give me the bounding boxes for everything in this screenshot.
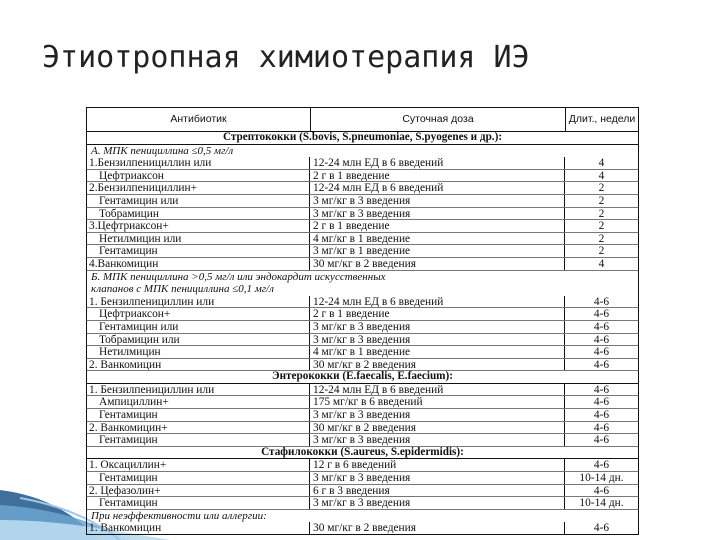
table-row (86, 208, 639, 221)
cell-duration: 4-6 (593, 396, 610, 409)
cell-dose: 2 г в 1 введение (310, 308, 565, 320)
cell-dose: 2 г в 1 введение (310, 170, 565, 182)
cell-dose: 3 мг/кг в 3 введения (310, 434, 565, 446)
cell-duration: 4 (598, 169, 605, 182)
cell-duration: 4-6 (593, 409, 610, 422)
cell-drug: Цефтриаксон (87, 170, 310, 182)
cell-drug: 2.Бензилпенициллин+ (87, 182, 310, 194)
cell-dose: 12 г в 6 введений (310, 459, 565, 471)
cell-duration: 2 (598, 220, 605, 233)
cell-drug: Гентамицин (87, 472, 310, 484)
table-row (86, 434, 639, 447)
table-row (86, 308, 639, 321)
cell-drug: Тобрамицин или (87, 334, 310, 346)
cell-dose: 4 мг/кг в 1 введение (310, 346, 565, 358)
cell-drug: Тобрамицин (87, 208, 310, 220)
cell-drug: Гентамицин (87, 434, 310, 446)
cell-dose: 12-24 млн ЕД в 6 введений (310, 182, 565, 194)
cell-drug: 1.Бензилпенициллин или (87, 157, 310, 169)
table-header-row (86, 107, 639, 132)
cell-dose: 30 мг/кг в 2 введения (310, 522, 565, 534)
cell-duration: 4-6 (593, 308, 610, 321)
cell-duration: 4-6 (593, 434, 610, 447)
header-antibiotic: Антибиотик (87, 108, 311, 131)
cell-dose: 3 мг/кг в 3 введения (310, 208, 565, 220)
table-row (86, 497, 639, 510)
cell-dose: 3 мг/кг в 1 введение (310, 245, 565, 257)
cell-duration: 4-6 (593, 295, 610, 308)
table-row (86, 195, 639, 208)
table-row (86, 157, 639, 170)
cell-drug: Гентамицин или (87, 195, 310, 207)
table-row (86, 170, 639, 183)
cell-drug: 2. Цефазолин+ (87, 485, 310, 497)
group-header: Стрептококки (S.bovis, S.pneumoniae, S.pyogenes и др.): (86, 132, 639, 145)
cell-duration: 4-6 (593, 333, 610, 346)
cell-drug: Нетилмицин (87, 346, 310, 358)
cell-duration: 2 (598, 232, 605, 245)
cell-duration: 4-6 (593, 346, 610, 359)
cell-duration: 2 (598, 194, 605, 207)
group-header: Стафилококки (S.aureus, S.epidermidis): (86, 447, 639, 460)
table-body (86, 132, 639, 535)
cell-drug: 1. Бензилпенициллин или (87, 384, 310, 396)
cell-dose: 3 мг/кг в 3 введения (310, 472, 565, 484)
cell-duration: 4 (598, 257, 605, 270)
cell-drug: 1. Ванкомицин (87, 522, 310, 534)
cell-dose: 12-24 млн ЕД в 6 введений (310, 157, 565, 169)
cell-dose: 30 мг/кг в 2 введения (310, 258, 565, 270)
cell-duration: 10-14 дн. (579, 472, 624, 485)
cell-duration: 4-6 (593, 522, 610, 535)
cell-drug: 2. Ванкомицин (87, 359, 310, 371)
cell-duration: 4-6 (593, 320, 610, 333)
header-daily-dose: Суточная доза (311, 108, 566, 131)
cell-drug: Цефтриаксон+ (87, 308, 310, 320)
cell-dose: 30 мг/кг в 2 введения (310, 359, 565, 371)
table-row (86, 296, 639, 309)
cell-dose: 12-24 млн ЕД в 6 введений (310, 384, 565, 396)
cell-drug: 2. Ванкомицин+ (87, 422, 310, 434)
cell-duration: 2 (598, 182, 605, 195)
cell-dose: 6 г в 3 введения (310, 485, 565, 497)
table-row (86, 258, 639, 271)
table-row (86, 245, 639, 258)
cell-duration: 4-6 (593, 358, 610, 371)
cell-duration: 4 (598, 157, 605, 170)
table-row (86, 422, 639, 435)
table-row (86, 485, 639, 498)
cell-dose: 12-24 млн ЕД в 6 введений (310, 296, 565, 308)
cell-drug: 1. Оксациллин+ (87, 459, 310, 471)
cell-drug: Ампициллин+ (87, 396, 310, 408)
cell-dose: 3 мг/кг в 3 введения (310, 321, 565, 333)
table-row (86, 334, 639, 347)
subsection-note: А. МПК пенициллина ≤0,5 мг/л (86, 145, 639, 158)
cell-duration: 4-6 (593, 484, 610, 497)
cell-drug: 1. Бензилпенициллин или (87, 296, 310, 308)
cell-drug: 4.Ванкомицин (87, 258, 310, 270)
cell-drug: Гентамицин (87, 497, 310, 509)
cell-drug: Гентамицин (87, 245, 310, 257)
antibiotic-therapy-table (86, 107, 639, 535)
cell-drug: Гентамицин или (87, 321, 310, 333)
table-row (86, 321, 639, 334)
slide-title: Этиотропная химиотерапия ИЭ (42, 40, 530, 75)
subsection-note: Б. МПК пенициллина >0,5 мг/л или эндокардит искусственных (86, 271, 639, 284)
table-row (86, 409, 639, 422)
cell-dose: 3 мг/кг в 3 введения (310, 409, 565, 421)
table-row (86, 233, 639, 246)
cell-dose: 30 мг/кг в 2 введения (310, 422, 565, 434)
cell-duration: 4-6 (593, 421, 610, 434)
cell-duration: 2 (598, 207, 605, 220)
table-row (86, 384, 639, 397)
cell-dose: 175 мг/кг в 6 введений (310, 396, 565, 408)
table-row (86, 346, 639, 359)
cell-dose: 3 мг/кг в 3 введения (310, 497, 565, 509)
table-row (86, 396, 639, 409)
subsection-note: клапанов с МПК пенициллина ≤0,1 мг/л (86, 283, 639, 296)
subsection-note: При неэффективности или аллергии: (86, 510, 639, 523)
cell-dose: 3 мг/кг в 3 введения (310, 334, 565, 346)
cell-duration: 4-6 (593, 383, 610, 396)
cell-duration: 4-6 (593, 459, 610, 472)
cell-drug: 3.Цефтриаксон+ (87, 220, 310, 232)
header-duration: Длит., недели (568, 112, 636, 125)
table-row (86, 522, 639, 535)
table-row (86, 220, 639, 233)
table-row (86, 182, 639, 195)
group-header: Энтерококки (E.faecalis, E.faecium): (86, 371, 639, 384)
cell-dose: 3 мг/кг в 3 введения (310, 195, 565, 207)
cell-duration: 10-14 дн. (579, 497, 624, 510)
cell-drug: Нетилмицин или (87, 233, 310, 245)
table-row (86, 459, 639, 472)
cell-drug: Гентамицин (87, 409, 310, 421)
table-row (86, 472, 639, 485)
cell-duration: 2 (598, 245, 605, 258)
cell-dose: 4 мг/кг в 1 введение (310, 233, 565, 245)
cell-dose: 2 г в 1 введение (310, 220, 565, 232)
